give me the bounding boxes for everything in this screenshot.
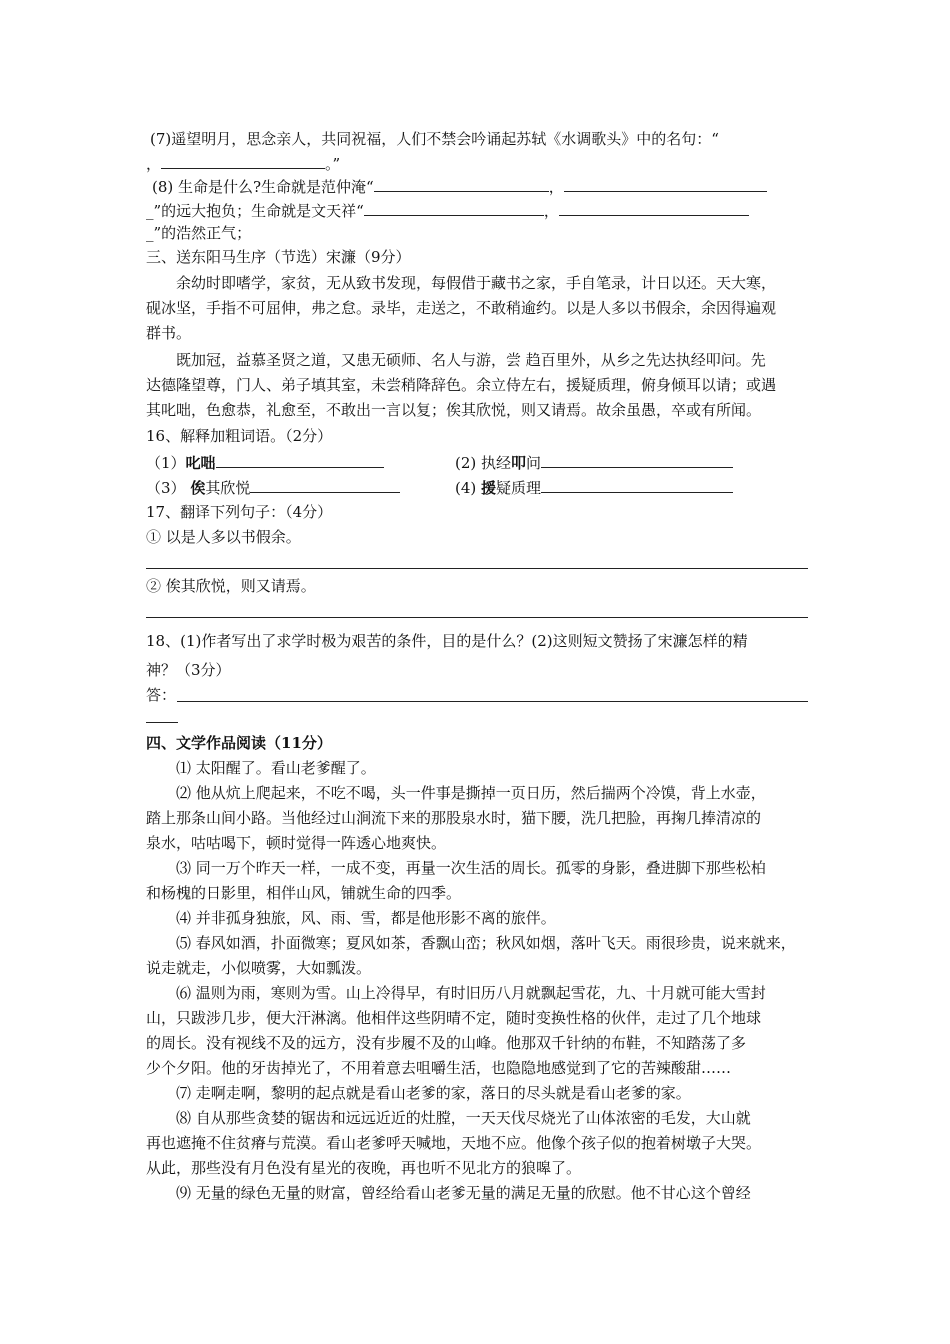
q18-line1: 18、(1)作者写出了求学时极为艰苦的条件，目的是什么？(2)这则短文赞扬了宋濂怎样的精 bbox=[146, 632, 748, 650]
q16-item-1-word: 叱咄 bbox=[185, 454, 216, 472]
q8-blank-2[interactable] bbox=[564, 175, 767, 192]
q7-line1: (7)遥望明月，思念亲人，共同祝福，人们不禁会吟诵起苏轼《水调歌头》中的名句：“ bbox=[150, 130, 719, 148]
section3-para1-line1: 余幼时即嗜学，家贫，无从致书发现，每假借于藏书之家，手自笔录，计日以还。天大寒， bbox=[176, 274, 777, 292]
q16-item-4-blank[interactable] bbox=[541, 476, 733, 493]
q16-item-1-num: （1） bbox=[146, 454, 186, 472]
q16-item-2-post: 问 bbox=[526, 454, 542, 472]
q16-item-4-word: 援 bbox=[481, 479, 497, 497]
section4-line: 山，只跋涉几步，便大汗淋漓。他相伴这些阴晴不定，随时变换性格的伙伴，走过了几个地球 bbox=[146, 1009, 762, 1027]
section4-line: 的周长。没有视线不及的远方，没有步履不及的山峰。他那双千针纳的布鞋，不知踏荡了多 bbox=[146, 1034, 747, 1052]
q8-sep-2: ， bbox=[543, 202, 559, 220]
section3-para2-line3: 其叱咄，色愈恭，礼愈至，不敢出一言以复；俟其欣悦，则又请焉。故余虽愚，卒或有所闻。 bbox=[146, 401, 762, 419]
q8-blank-4[interactable] bbox=[559, 199, 749, 216]
q8-prompt-2: _”的远大抱负；生命就是文天祥“ bbox=[146, 202, 364, 220]
q16-item-4-num: (4) bbox=[455, 479, 477, 497]
section4-line: ⑴ 太阳醒了。看山老爹醒了。 bbox=[176, 759, 376, 777]
section4-line: 说走就走，小似喷雾，大如瓢泼。 bbox=[146, 959, 372, 977]
section3-para2-line1: 既加冠，益慕圣贤之道，又患无硕师、名人与游，尝 趋百里外，从乡之先达执经叩问。先 bbox=[176, 351, 766, 369]
q8-line3: _”的浩然正气； bbox=[146, 224, 252, 242]
q16-item-2-num: (2) bbox=[455, 454, 477, 472]
section4-line: ⑻ 自从那些贪婪的锯齿和远远近近的灶膛，一天天伐尽烧光了山体浓密的毛发，大山就 bbox=[176, 1109, 751, 1127]
section4-line: ⑶ 同一万个昨天一样，一成不变，再量一次生活的周长。孤零的身影，叠进脚下那些松柏 bbox=[176, 859, 766, 877]
section4-line: ⑹ 温则为雨，寒则为雪。山上冷得早，有时旧历八月就飘起雪花，九、十月就可能大雪封 bbox=[176, 984, 766, 1002]
q16-item-2 bbox=[455, 451, 733, 474]
section4-line: ⑼ 无量的绿色无量的财富，曾经给看山老爹无量的满足无量的欣慰。他不甘心这个曾经 bbox=[176, 1184, 751, 1202]
q16-item-3-blank[interactable] bbox=[250, 476, 400, 493]
section4-line: 少个夕阳。他的牙齿掉光了，不用着意去咀嚼生活，也隐隐地感觉到了它的苦辣酸甜…… bbox=[146, 1059, 732, 1077]
q16-item-1 bbox=[146, 451, 384, 474]
section3-title: 三、送东阳马生序（节选）宋濂（9分） bbox=[146, 248, 411, 266]
section4-line: 泉水，咕咕喝下，顿时觉得一阵透心地爽快。 bbox=[146, 834, 447, 852]
section4-line: ⑷ 并非孤身独旅，风、雨、雪，都是他形影不离的旅伴。 bbox=[176, 909, 556, 927]
section4-line: 和杨槐的日影里，相伴山风，铺就生命的四季。 bbox=[146, 884, 462, 902]
q7-answer-blank[interactable] bbox=[161, 152, 325, 169]
q16-item-3 bbox=[146, 476, 400, 499]
section4-title: 四、文学作品阅读（11分） bbox=[146, 734, 332, 752]
q16-title: 16、解释加粗词语。（2分） bbox=[146, 427, 333, 445]
q16-item-2-word: 叩 bbox=[511, 454, 527, 472]
q17-sentence-2: ② 俟其欣悦，则又请焉。 bbox=[146, 577, 316, 595]
q8-sep-1: ， bbox=[548, 178, 564, 196]
q16-item-2-pre: 执经 bbox=[476, 454, 512, 472]
section4-line: ⑸ 春风如酒，扑面微寒；夏风如茶，香飘山峦；秋风如烟，落叶飞天。雨很珍贵，说来就来， bbox=[176, 934, 796, 952]
q7-end: 。” bbox=[325, 155, 341, 173]
q16-item-3-num: （3） bbox=[146, 479, 186, 497]
q18-answer-label: 答： bbox=[146, 686, 177, 704]
q7-comma: ， bbox=[146, 155, 162, 173]
section4-line: 从此，那些没有月色没有星光的夜晚，再也听不见北方的狼嗥了。 bbox=[146, 1159, 582, 1177]
q16-item-1-blank[interactable] bbox=[216, 451, 384, 468]
section4-line: ⑺ 走啊走啊，黎明的起点就是看山老爹的家，落日的尽头就是看山老爹的家。 bbox=[176, 1084, 691, 1102]
q16-item-2-blank[interactable] bbox=[541, 451, 733, 468]
q16-item-3-word: 俟 bbox=[190, 479, 206, 497]
q16-item-4-post: 疑质理 bbox=[496, 479, 542, 497]
q8-blank-3[interactable] bbox=[364, 199, 544, 216]
section4-line: 再也遮掩不住贫瘠与荒漠。看山老爹呼天喊地，天地不应。他像个孩子似的抱着树墩子大哭。 bbox=[146, 1134, 762, 1152]
q18-answer-line-1[interactable] bbox=[177, 701, 808, 702]
q8-line2 bbox=[146, 199, 749, 222]
q17-title: 17、翻译下列句子：（4分） bbox=[146, 503, 333, 521]
section3-para1-line3: 群书。 bbox=[146, 324, 192, 342]
q17-sentence-1: ① 以是人多以书假余。 bbox=[146, 528, 301, 546]
q17-answer-line-1[interactable] bbox=[146, 568, 808, 569]
q18-line2: 神？（3分） bbox=[146, 661, 231, 679]
q18-answer-line-2[interactable] bbox=[146, 722, 178, 723]
q8-line1 bbox=[152, 175, 767, 198]
section3-para2-line2: 达德隆望尊，门人、弟子填其室，未尝稍降辞色。余立侍左右，援疑质理，俯身倾耳以请；或遇 bbox=[146, 376, 777, 394]
section3-para1-line2: 砚冰坚，手指不可屈伸，弗之怠。录毕，走送之，不敢稍逾约。以是人多以书假余，余因得遍观 bbox=[146, 299, 777, 317]
q16-item-4 bbox=[455, 476, 733, 499]
q8-prompt-1: (8) 生命是什么?生命就是范仲淹“ bbox=[152, 178, 374, 196]
section4-line: 踏上那条山间小路。当他经过山涧流下来的那股泉水时，猫下腰，洗几把脸，再掬几捧清凉的 bbox=[146, 809, 762, 827]
section4-line: ⑵ 他从炕上爬起来，不吃不喝，头一件事是撕掉一页日历，然后揣两个冷馍，背上水壶， bbox=[176, 784, 766, 802]
q16-item-3-post: 其欣悦 bbox=[205, 479, 251, 497]
q17-answer-line-2[interactable] bbox=[146, 617, 808, 618]
q8-blank-1[interactable] bbox=[374, 175, 549, 192]
q7-line2 bbox=[146, 152, 340, 175]
